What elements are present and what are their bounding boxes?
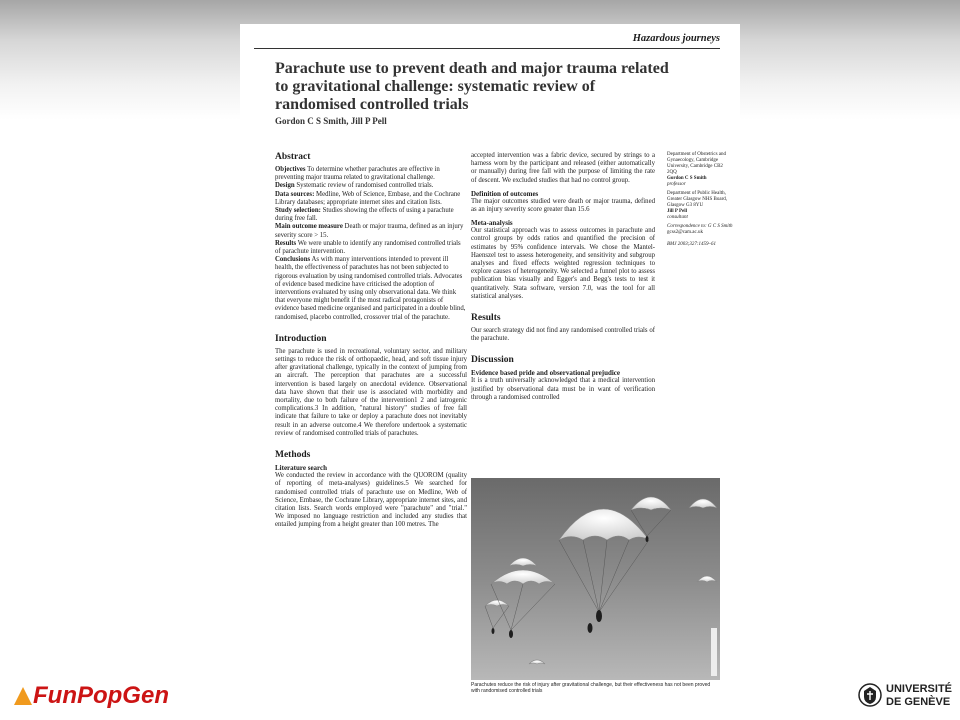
author-role-pell: consultant [667, 215, 688, 220]
results-heading: Results [471, 313, 501, 324]
abstract-item: Results We were unable to identify any randomised controlled trials of parachute intervention. [275, 239, 461, 256]
meta-analysis-text: Our statistical approach was to assess outcomes in parachute and control groups by odds ratios and quantified the precision of estimates by 95% confidence intervals. We chose the Mantel-Haenszel test to assess heterogeneity, and sensitivity and subgroup analyses and fixed effects weighted regression techniques to explore causes of heterogeneity. We selected a funnel plot to assess publication bias visually and Egger's and Begg's tests to test it quantitatively. Stata software, version 7.0, was the tool for all statistical analyses. [471, 227, 655, 300]
journal-citation: BMJ 2003;327:1459–61 [667, 242, 717, 247]
definition-text: The major outcomes studied were death or major trauma, defined as an injury severity score greater than 15.6 [471, 197, 655, 214]
funpopgen-logo [14, 682, 169, 710]
paper-page [240, 24, 740, 696]
abstract-item: Conclusions As with many interventions intended to prevent ill health, the effectiveness of parachutes has not been subjected to rigorous evaluation by using randomised controlled trials. Advocates of evidence based medicine have criticised the adoption of interventions evaluated by using only observational data. We think that everyone might benefit if the most radical protagonists of evidence based medicine organised and participated in a double blind, randomised, placebo controlled, crossover trial of the parachute. [275, 256, 466, 321]
correspondence-email: gcss2@cam.ac.uk [667, 230, 703, 235]
affiliation-dept-obstetrics: Department of Obstetrics and Gynaecology, Cambridge University, Cambridge CB2 2QQ [667, 152, 727, 175]
section-tag: Hazardous journeys [632, 33, 720, 44]
affiliations-column [667, 152, 733, 248]
abstract-item: Main outcome measure Death or major trauma, defined as an injury severity score > 15. [275, 223, 464, 239]
affiliation-dept-public-health: Department of Public Health, Greater Glasgow NHS Board, Glasgow G3 8YU [667, 191, 727, 208]
abstract-item: Data sources: Medline, Web of Science, Embase, and the Cochrane Library databases; appropriate internet sites and citation lists. [275, 190, 461, 206]
abstract-item: Design Systematic review of randomised controlled trials. [275, 182, 434, 190]
university-logo [858, 683, 953, 712]
university-name: UNIVERSITÉ DE GENÈVE [886, 683, 953, 708]
abstract-body [275, 166, 467, 322]
parachutes-photo [471, 478, 720, 680]
discussion-subheading: Evidence based pride and observational prejudice [471, 369, 621, 378]
header-rule [254, 48, 720, 49]
paper-authors: Gordon C S Smith, Jill P Pell [275, 116, 387, 126]
intervention-text: accepted intervention was a fabric device, secured by strings to a harness worn by the participant and released (either automatically or manually) during free fall with the purpose of limiting the rate of descent. We excluded studies that had no control group. [471, 152, 655, 184]
logo-triangle-icon [14, 687, 32, 705]
author-role-smith: professor [667, 182, 686, 187]
abstract-item: Study selection: Studies showing the effects of using a parachute during free fall. [275, 207, 454, 223]
abstract-heading: Abstract [275, 152, 311, 162]
photo-caption: Parachutes reduce the risk of injury after gravitational challenge, but their effectiveness has not been proved with randomised controlled trials [471, 682, 711, 694]
discussion-heading: Discussion [471, 355, 514, 366]
author-name-smith: Gordon C S Smith [667, 176, 707, 181]
methods-heading: Methods [275, 450, 311, 461]
results-text: Our search strategy did not find any randomised controlled trials of the parachute. [471, 327, 655, 343]
correspondence-label: Correspondence to: G C S Smith [667, 224, 733, 229]
meta-analysis-heading: Meta-analysis [471, 219, 513, 228]
column-left [275, 152, 467, 530]
university-crest-icon [858, 683, 882, 707]
abstract-item: Objectives To determine whether parachutes are effective in preventing major trauma related to gravitational challenge. [275, 166, 440, 182]
definition-heading: Definition of outcomes [471, 189, 539, 198]
paper-title: Parachute use to prevent death and major trauma related to gravitational challenge: systematic review of randomised controlled trials [275, 60, 669, 113]
column-middle [471, 152, 655, 402]
introduction-heading: Introduction [275, 333, 327, 344]
discussion-text: It is a truth universally acknowledged that a medical intervention justified by observational data must be in want of verification through a randomised controlled [471, 377, 655, 401]
introduction-text: The parachute is used in recreational, voluntary sector, and military settings to reduce the risk of orthopaedic, head, and soft tissue injury after gravitational challenge, typically in the context of jumping from an aircraft. The perception that parachutes are a successful intervention is based largely on anecdotal evidence. Observational data have shown that their use is associated with morbidity and mortality, due to both failure of the intervention1 2 and iatrogenic complications.3 In addition, "natural history" studies of free fall indicate that failure to take or deploy a parachute does not inevitably result in an adverse outcome.4 We therefore undertook a systematic review of randomised controlled trials of parachutes. [275, 347, 467, 437]
methods-text: We conducted the review in accordance with the QUOROM (quality of reporting of meta-analyses) guidelines.5 We searched for randomised controlled trials of parachute use on Medline, Web of Science, Embase, the Cochrane Library, appropriate internet sites, and citation lists. Search words employed were "parachute" and "trial." We imposed no language restriction and included any studies that entailed jumping from a height greater than 100 metres. The [275, 472, 467, 529]
logo-text: FunPopGen [33, 682, 169, 709]
literature-search-heading: Literature search [275, 464, 328, 473]
author-name-pell: Jill P Pell [667, 209, 687, 214]
